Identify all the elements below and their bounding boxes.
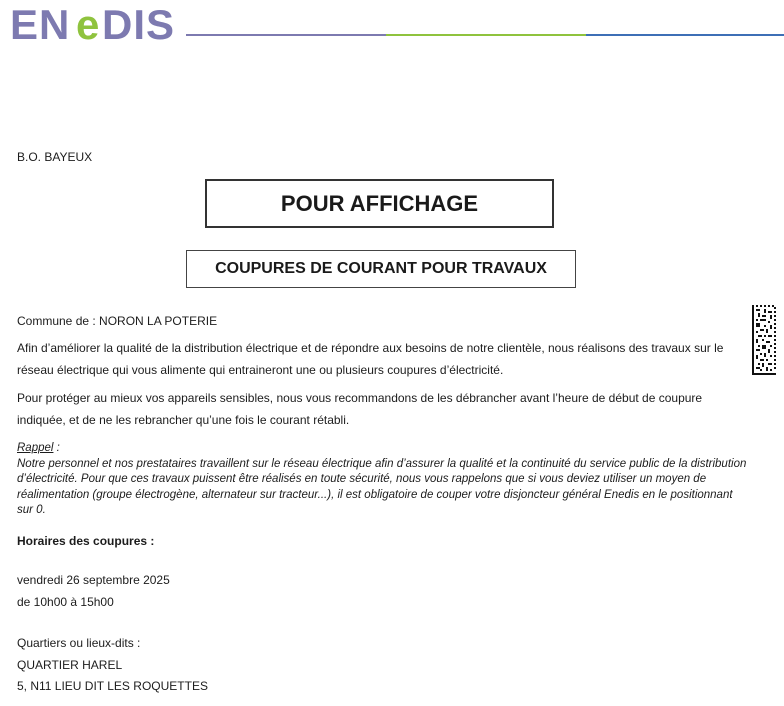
outage-time: de 10h00 à 15h00 — [17, 595, 114, 609]
svg-text:DIS: DIS — [102, 6, 176, 44]
outage-date: vendredi 26 septembre 2025 — [17, 573, 170, 587]
page-subtitle-text: COUPURES DE COURANT POUR TRAVAUX — [215, 260, 547, 277]
reminder-block — [17, 441, 747, 519]
place-item: QUARTIER HAREL — [17, 658, 123, 672]
place-item: 5, N11 LIEU DIT LES ROQUETTES — [17, 679, 208, 693]
commune-label: Commune de : — [17, 314, 96, 328]
schedule-heading: Horaires des coupures : — [17, 534, 155, 548]
svg-text:e: e — [76, 6, 100, 44]
reminder-text: Notre personnel et nos prestataires travaillent sur le réseau électrique afin d’assurer la qualité et la continuité du service public de la distribution d’électricité. Pour que ces travaux puissent être réalisés en toute sécurité, nous vous rappelons que si vous deviez utiliser un moyen de réalimentation (groupe électrogène, alternateur sur tracteur...), il est obligatoire de couper votre disjoncteur général Enedis en le positionnant sur 0. — [17, 457, 747, 516]
page-subtitle — [186, 250, 576, 288]
commune-name: NORON LA POTERIE — [99, 314, 218, 328]
datamatrix-code — [752, 305, 776, 375]
places-label: Quartiers ou lieux-dits : — [17, 636, 141, 650]
reminder-colon: : — [53, 442, 60, 454]
page-title — [205, 179, 554, 228]
svg-text:EN: EN — [10, 6, 71, 44]
intro-paragraph: Afin d’améliorer la qualité de la distribution électrique et de répondre aux besoins de notre clientèle, nous réalisons des travaux sur le réseau électrique qui vous alimente qui entraineront une ou plusieurs coupures d’électricité. — [17, 341, 724, 377]
page-title-text: POUR AFFICHAGE — [280, 190, 479, 216]
brand-rule — [186, 33, 784, 37]
enedis-logo — [10, 6, 176, 44]
advice-paragraph: Pour protéger au mieux vos appareils sensibles, nous vous recommandons de les débrancher avant l’heure de début de coupure indiquée, et de ne les rebrancher qu’une fois le courant rétabli. — [17, 391, 703, 427]
office-name: B.O. BAYEUX — [17, 150, 93, 164]
commune-line — [17, 311, 217, 332]
reminder-label: Rappel — [17, 442, 54, 454]
